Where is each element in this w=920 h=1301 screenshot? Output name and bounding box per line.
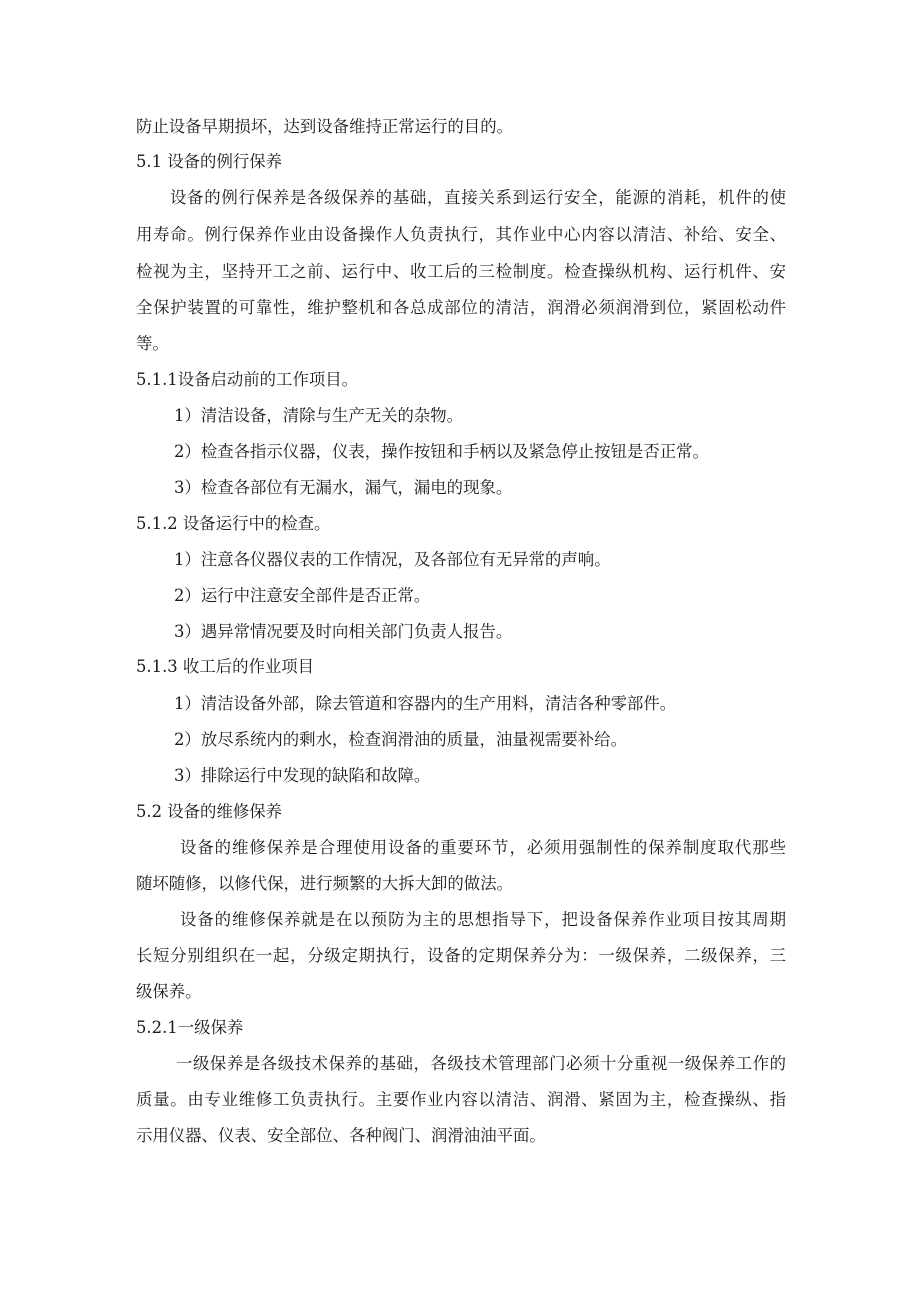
subsection-heading-5-1-2: 5.1.2 设备运行中的检查。 — [136, 514, 331, 533]
subsection-heading-5-1-1: 5.1.1设备启动前的工作项目。 — [136, 370, 359, 389]
list-item: 1）注意各仪器仪表的工作情况，及各部位有无异常的声响。 — [174, 550, 611, 569]
paragraph-line: 设备的维修保养就是在以预防为主的思想指导下，把设备保养作业项目按其周期 — [180, 910, 786, 929]
subsection-heading-5-1-3: 5.1.3 收工后的作业项目 — [136, 657, 315, 676]
paragraph-line: 设备的维修保养是合理使用设备的重要环节，必须用强制性的保养制度取代那些 — [180, 838, 786, 857]
section-heading-5-1: 5.1 设备的例行保养 — [136, 152, 283, 171]
paragraph-line: 级保养。 — [136, 982, 202, 1001]
list-item: 3）排除运行中发现的缺陷和故障。 — [174, 766, 431, 785]
paragraph-line: 设备的例行保养是各级保养的基础，直接关系到运行安全，能源的消耗，机件的使 — [170, 188, 786, 207]
paragraph-line: 等。 — [136, 334, 169, 353]
list-item: 1）清洁设备，清除与生产无关的杂物。 — [174, 406, 464, 425]
paragraph-line: 检视为主，坚持开工之前、运行中、收工后的三检制度。检查操纵机构、运行机件、安 — [136, 262, 786, 281]
paragraph-line: 随坏随修，以修代保，进行频繁的大拆大卸的做法。 — [136, 874, 513, 893]
paragraph-line: 全保护装置的可靠性，维护整机和各总成部位的清洁，润滑必须润滑到位，紧固松动件 — [136, 298, 786, 317]
section-heading-5-2: 5.2 设备的维修保养 — [136, 802, 283, 821]
subsection-heading-5-2-1: 5.2.1一级保养 — [136, 1018, 244, 1037]
paragraph-line: 长短分别组织在一起，分级定期执行，设备的定期保养分为：一级保养，二级保养，三 — [136, 946, 786, 965]
paragraph-line: 防止设备早期损坏，达到设备维持正常运行的目的。 — [136, 117, 513, 136]
paragraph-line: 一级保养是各级技术保养的基础，各级技术管理部门必须十分重视一级保养工作的 — [176, 1054, 786, 1073]
paragraph-line: 示用仪器、仪表、安全部位、各种阀门、润滑油油平面。 — [136, 1126, 546, 1145]
list-item: 3）遇异常情况要及时向相关部门负责人报告。 — [174, 622, 513, 641]
list-item: 2）运行中注意安全部件是否正常。 — [174, 586, 431, 605]
paragraph-line: 质量。由专业维修工负责执行。主要作业内容以清洁、润滑、紧固为主，检查操纵、指 — [136, 1090, 786, 1109]
list-item: 3）检查各部位有无漏水，漏气，漏电的现象。 — [174, 478, 513, 497]
paragraph-line: 用寿命。例行保养作业由设备操作人负责执行，其作业中心内容以清洁、补给、安全、 — [136, 225, 786, 244]
list-item: 2）检查各指示仪器，仪表，操作按钮和手柄以及紧急停止按钮是否正常。 — [174, 442, 709, 461]
list-item: 1）清洁设备外部，除去管道和容器内的生产用料，清洁各种零部件。 — [174, 694, 677, 713]
list-item: 2）放尽系统内的剩水，检查润滑油的质量，油量视需要补给。 — [174, 730, 627, 749]
